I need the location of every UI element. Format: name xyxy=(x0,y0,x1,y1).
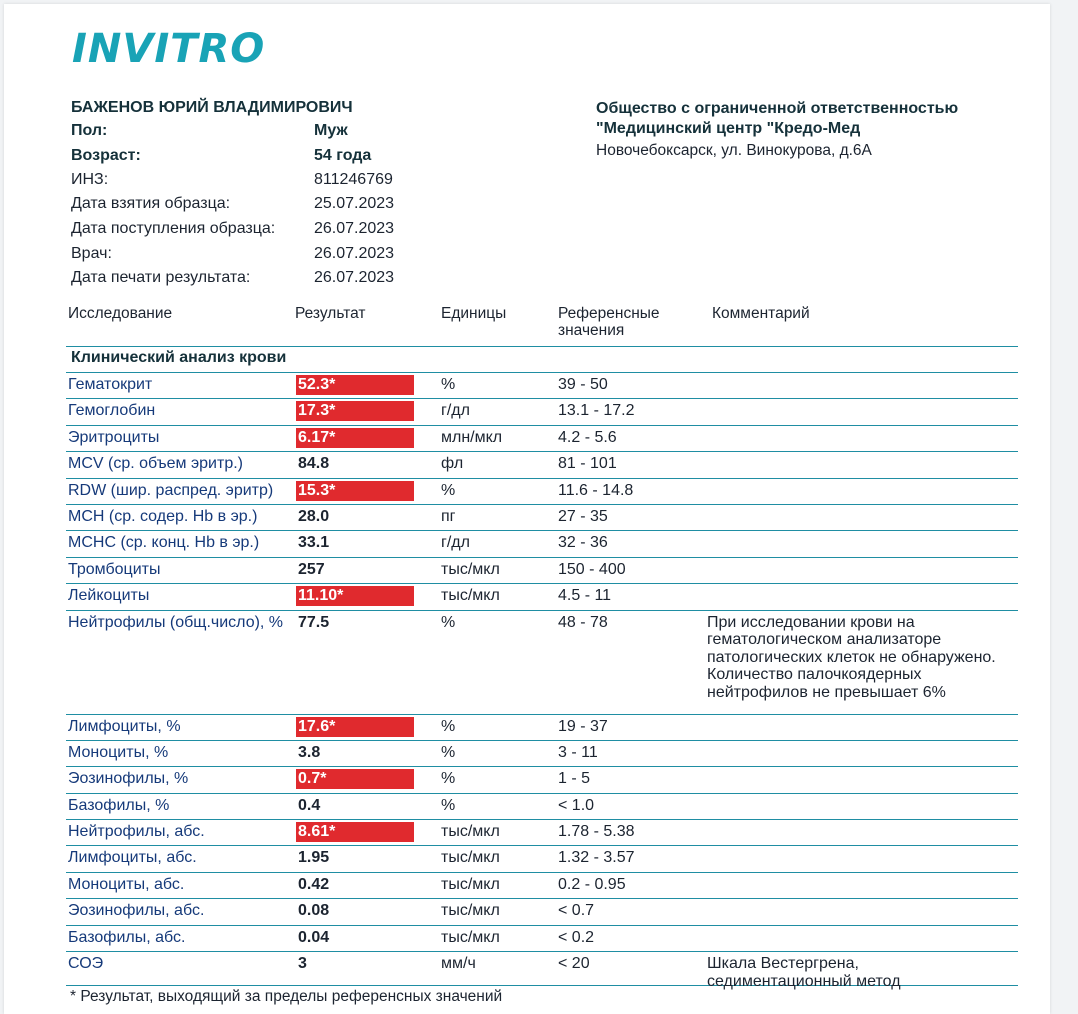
sample-date-label: Дата взятия образца: xyxy=(71,195,231,212)
column-reference-line1: Референсные xyxy=(558,305,660,322)
units-value: млн/мкл xyxy=(441,428,503,446)
results-rows xyxy=(66,373,1018,990)
result-value: 28.0 xyxy=(298,507,330,525)
column-reference xyxy=(558,305,660,339)
reference-range: 4.5 - 11 xyxy=(558,587,612,605)
column-result: Результат xyxy=(295,305,366,322)
table-row xyxy=(66,611,1018,715)
doctor-label: Врач: xyxy=(71,245,112,262)
table-row xyxy=(66,952,1018,990)
result-value: 0.4 xyxy=(298,796,321,814)
column-study: Исследование xyxy=(68,305,173,322)
result-value-flagged: 17.3* xyxy=(296,401,414,421)
table-row xyxy=(66,426,1018,452)
test-name: Лейкоциты xyxy=(68,587,150,605)
table-row xyxy=(66,846,1018,872)
section-title: Клинический анализ крови xyxy=(66,346,1018,373)
table-row xyxy=(66,479,1018,505)
test-name: Базофилы, % xyxy=(68,796,170,814)
print-date-label: Дата печати результата: xyxy=(71,269,251,286)
units-value: тыс/мкл xyxy=(441,875,500,893)
units-value: % xyxy=(441,613,456,631)
result-value: 33.1 xyxy=(298,534,330,552)
organization-address: Новочебоксарск, ул. Винокурова, д.6А xyxy=(596,142,872,159)
patient-name: БАЖЕНОВ ЮРИЙ ВЛАДИМИРОВИЧ xyxy=(71,99,353,116)
test-name: Гемоглобин xyxy=(68,402,156,420)
column-units: Единицы xyxy=(441,305,507,322)
units-value: % xyxy=(441,796,456,814)
test-name: Базофилы, абс. xyxy=(68,928,186,946)
units-value: % xyxy=(441,743,456,761)
units-value: % xyxy=(441,717,456,735)
test-name: Лимфоциты, % xyxy=(68,717,181,735)
units-value: % xyxy=(441,481,456,499)
test-name: Гематокрит xyxy=(68,376,153,393)
inz-label: ИНЗ: xyxy=(71,171,109,188)
table-row xyxy=(66,873,1018,899)
table-row xyxy=(66,531,1018,557)
units-value: тыс/мкл xyxy=(441,587,500,605)
footnote: * Результат, выходящий за пределы референсных значений xyxy=(70,988,503,1005)
table-row xyxy=(66,767,1018,793)
reference-range: < 1.0 xyxy=(558,796,595,814)
units-value: тыс/мкл xyxy=(441,902,500,920)
column-reference-line2: значения xyxy=(558,322,625,339)
test-name: Моноциты, абс. xyxy=(68,875,185,893)
table-row xyxy=(66,505,1018,531)
inz-value: 811246769 xyxy=(314,171,393,188)
test-name: MCH (ср. содер. Hb в эр.) xyxy=(68,507,258,525)
test-name: Эозинофилы, абс. xyxy=(68,902,205,920)
result-value: 0.42 xyxy=(298,875,330,893)
test-name: Лимфоциты, абс. xyxy=(68,849,197,867)
reference-range: 81 - 101 xyxy=(558,455,617,473)
units-value: % xyxy=(441,770,456,788)
table-row xyxy=(66,558,1018,584)
organization-block xyxy=(596,99,1036,160)
report-sheet xyxy=(4,4,1050,1014)
reference-range: < 0.7 xyxy=(558,902,595,920)
result-value-flagged: 17.6* xyxy=(296,717,414,737)
table-row xyxy=(66,820,1018,846)
reference-range: 11.6 - 14.8 xyxy=(558,481,634,499)
units-value: тыс/мкл xyxy=(441,823,500,841)
receipt-date-value: 26.07.2023 xyxy=(314,220,395,237)
comment-text: При исследовании крови на гематологическом анализаторе патологических клеток не обнаружено. Количество палочкоядерных нейтрофилов не превышает 6% xyxy=(707,613,996,701)
age-label: Возраст: xyxy=(71,147,141,164)
comment-text: Шкала Вестергрена, седиментационный метод xyxy=(707,955,901,990)
result-value-flagged: 11.10* xyxy=(296,586,414,606)
age-value: 54 года xyxy=(314,147,372,164)
units-value: фл xyxy=(441,455,464,473)
table-row xyxy=(66,399,1018,425)
reference-range: 1 - 5 xyxy=(558,770,591,788)
test-name: СОЭ xyxy=(68,955,104,973)
table-row xyxy=(66,584,1018,610)
table-row xyxy=(66,452,1018,478)
reference-range: 150 - 400 xyxy=(558,560,626,578)
invitro-logo: INVITRO xyxy=(72,26,266,72)
doctor-value: 26.07.2023 xyxy=(314,245,395,262)
table-row xyxy=(66,899,1018,925)
reference-range: 1.32 - 3.57 xyxy=(558,849,635,867)
reference-range: 19 - 37 xyxy=(558,717,608,735)
reference-range: < 0.2 xyxy=(558,928,595,946)
test-name: RDW (шир. распред. эритр) xyxy=(68,481,274,499)
table-row xyxy=(66,741,1018,767)
reference-range: 39 - 50 xyxy=(558,376,608,393)
result-value: 84.8 xyxy=(298,455,330,473)
result-value-flagged: 15.3* xyxy=(296,481,414,501)
test-name: Нейтрофилы (общ.число), % xyxy=(68,613,284,631)
result-value-flagged: 6.17* xyxy=(296,428,414,448)
test-name: Нейтрофилы, абс. xyxy=(68,823,205,841)
reference-range: 27 - 35 xyxy=(558,507,608,525)
test-name: MCV (ср. объем эритр.) xyxy=(68,455,243,473)
organization-name-line2: "Медицинский центр "Кредо-Мед xyxy=(596,120,861,137)
table-row xyxy=(66,373,1018,399)
units-value: тыс/мкл xyxy=(441,849,500,867)
reference-range: 4.2 - 5.6 xyxy=(558,428,617,446)
test-name: Эозинофилы, % xyxy=(68,770,189,788)
test-name: MCHC (ср. конц. Hb в эр.) xyxy=(68,534,260,552)
units-value: мм/ч xyxy=(441,955,476,973)
test-name: Тромбоциты xyxy=(68,560,161,578)
result-value-flagged: 52.3* xyxy=(296,375,414,395)
table-row xyxy=(66,715,1018,741)
organization-name-line1: Общество с ограниченной ответственностью xyxy=(596,100,959,117)
table-row xyxy=(66,794,1018,820)
reference-range: 3 - 11 xyxy=(558,743,598,761)
receipt-date-label: Дата поступления образца: xyxy=(71,220,276,237)
reference-range: 13.1 - 17.2 xyxy=(558,402,635,420)
units-value: пг xyxy=(441,507,456,525)
result-value: 1.95 xyxy=(298,849,330,867)
result-value: 0.08 xyxy=(298,902,330,920)
units-value: г/дл xyxy=(441,402,470,420)
units-value: % xyxy=(441,376,456,393)
table-row xyxy=(66,926,1018,952)
sample-date-value: 25.07.2023 xyxy=(314,195,395,212)
sex-label: Пол: xyxy=(71,122,108,139)
result-value-flagged: 8.61* xyxy=(296,822,414,842)
reference-range: 1.78 - 5.38 xyxy=(558,823,635,841)
result-value: 257 xyxy=(298,560,325,578)
test-name: Эритроциты xyxy=(68,428,160,446)
reference-range: < 20 xyxy=(558,955,590,973)
results-table xyxy=(66,346,1018,990)
result-value: 3 xyxy=(298,955,307,973)
result-value-flagged: 0.7* xyxy=(296,769,414,789)
result-value: 3.8 xyxy=(298,743,321,761)
sex-value: Муж xyxy=(314,122,348,139)
test-name: Моноциты, % xyxy=(68,743,169,761)
units-value: тыс/мкл xyxy=(441,928,500,946)
result-value: 77.5 xyxy=(298,613,330,631)
reference-range: 32 - 36 xyxy=(558,534,608,552)
units-value: тыс/мкл xyxy=(441,560,500,578)
reference-range: 0.2 - 0.95 xyxy=(558,875,626,893)
result-value: 0.04 xyxy=(298,928,330,946)
units-value: г/дл xyxy=(441,534,470,552)
column-comment: Комментарий xyxy=(712,305,810,322)
print-date-value: 26.07.2023 xyxy=(314,269,395,286)
reference-range: 48 - 78 xyxy=(558,613,608,631)
